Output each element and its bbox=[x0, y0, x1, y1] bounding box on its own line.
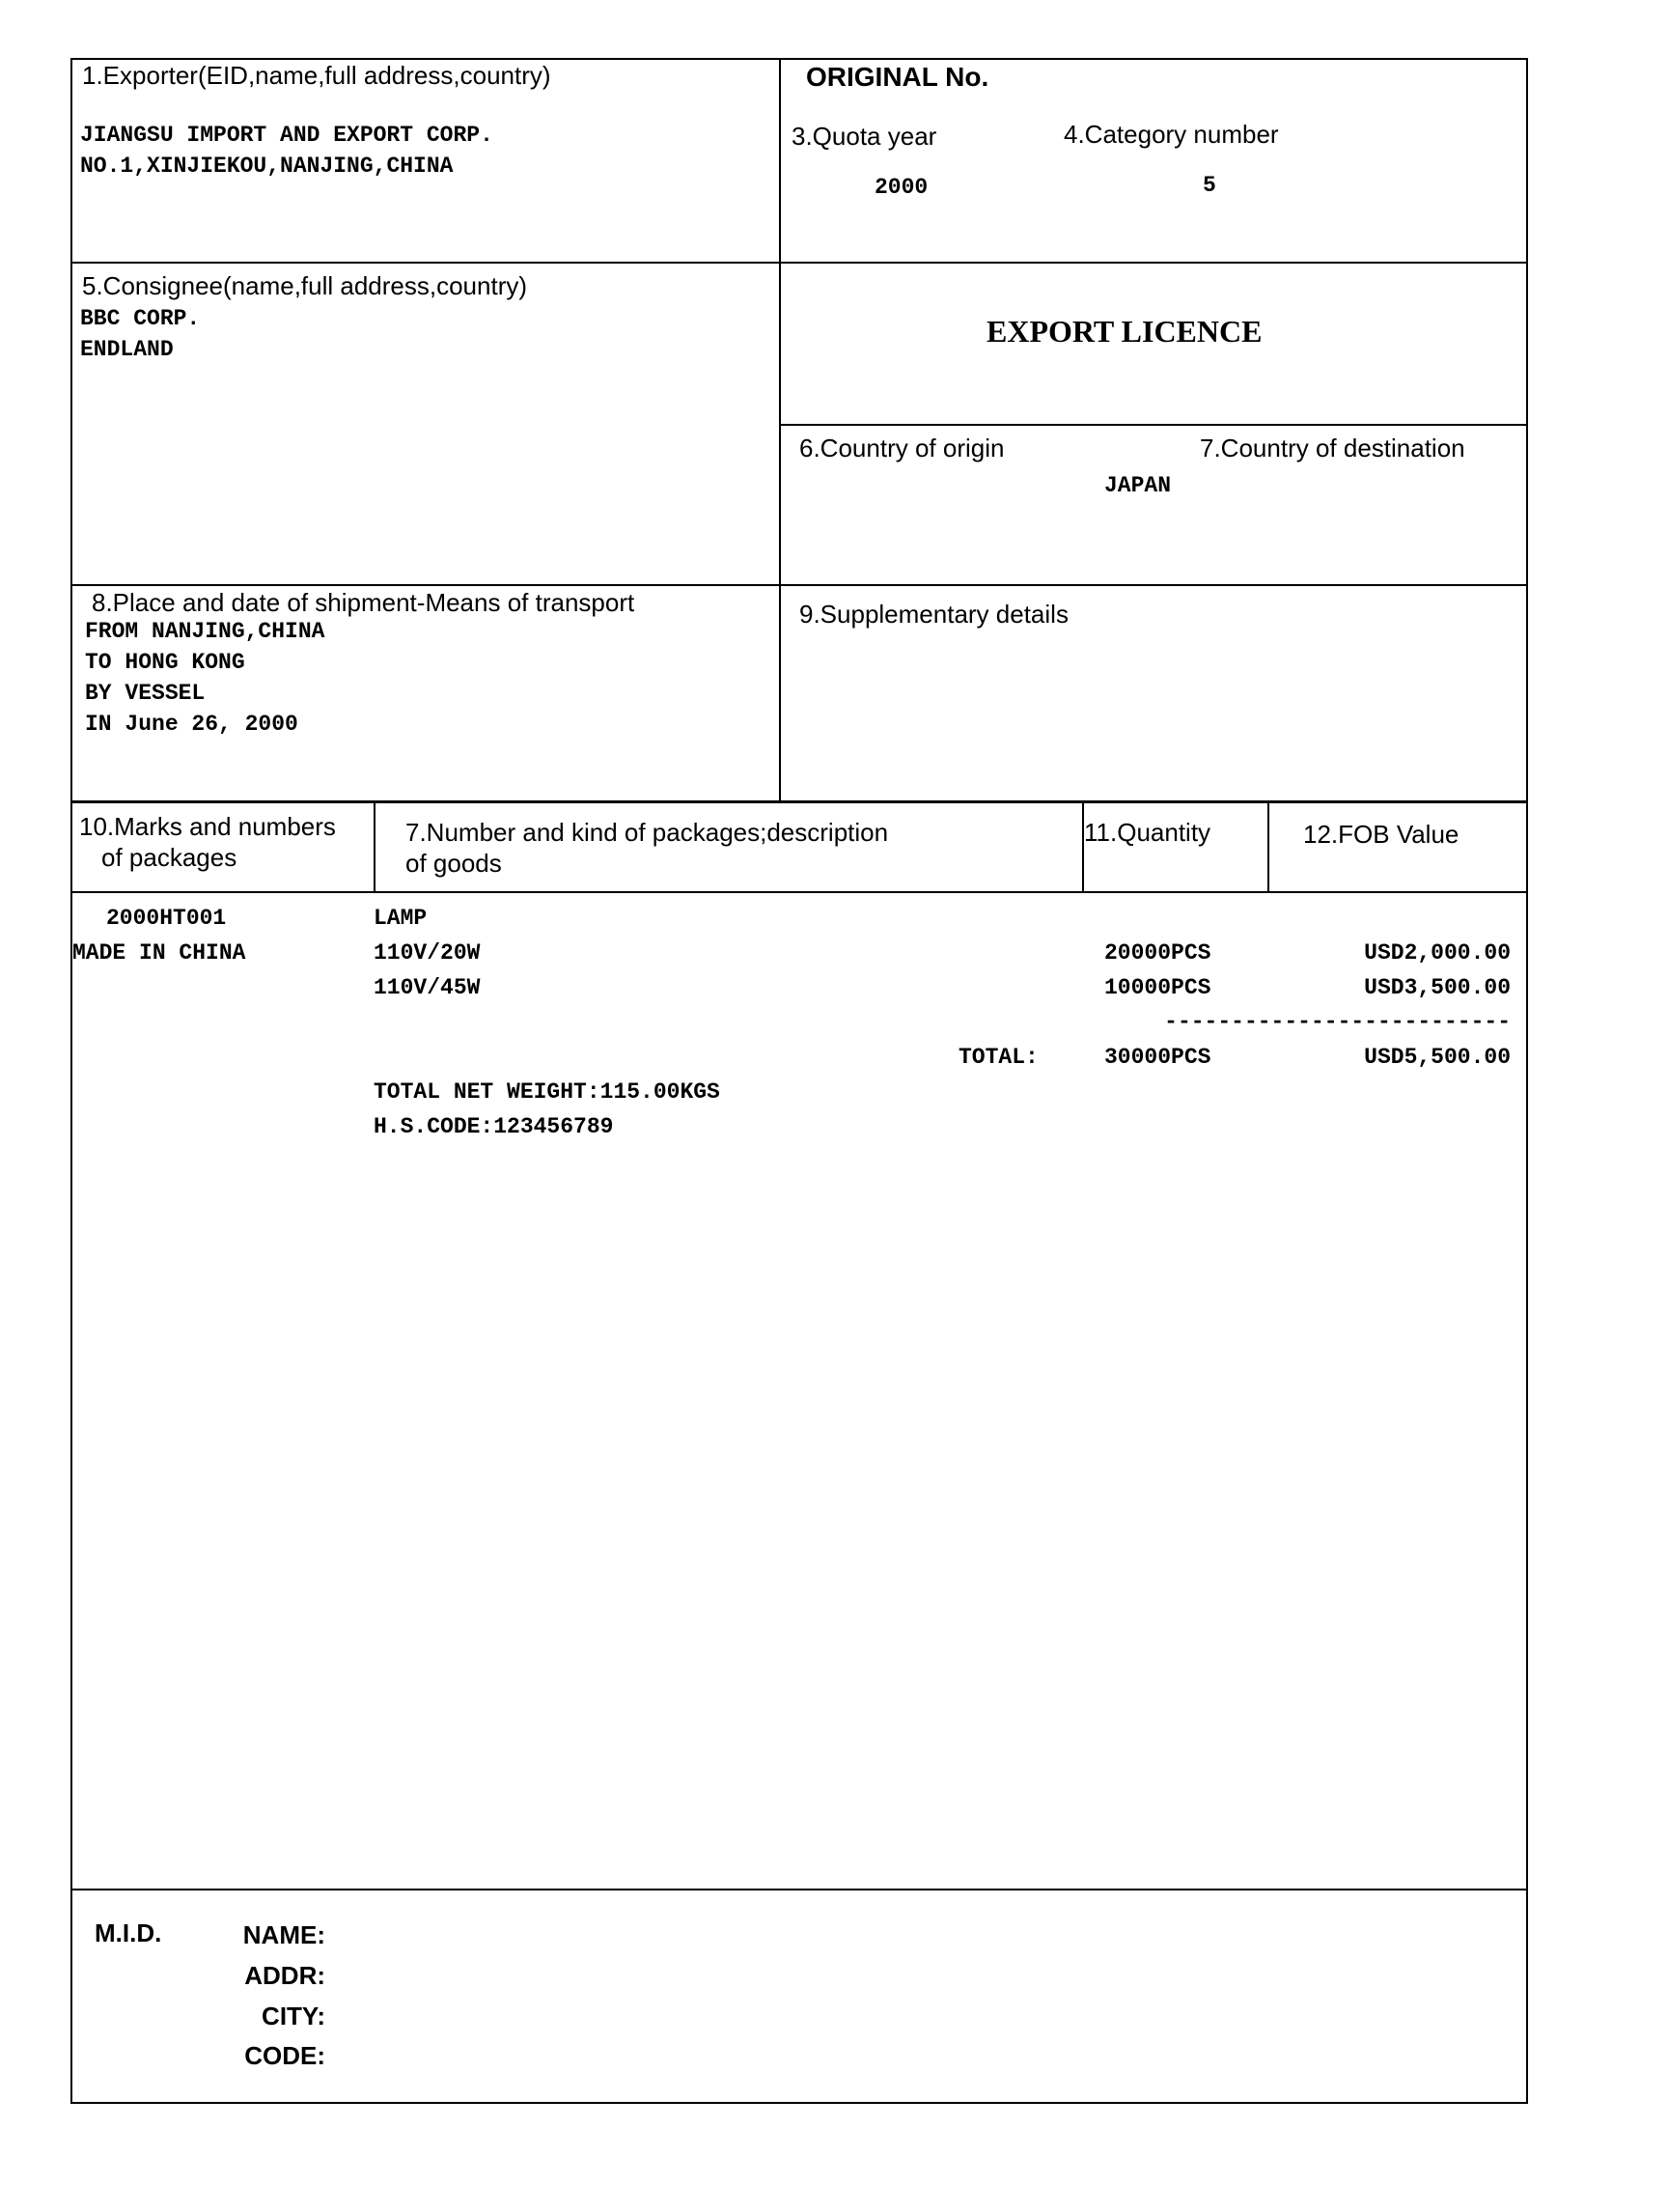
consignee-label: 5.Consignee(name,full address,country) bbox=[82, 271, 528, 300]
divider-row-2 bbox=[70, 584, 1528, 586]
marks-number: 2000HT001 bbox=[106, 906, 227, 931]
marks-origin: MADE IN CHINA bbox=[72, 940, 246, 966]
divider-goods-top bbox=[70, 800, 1528, 803]
goods-name: LAMP bbox=[374, 906, 428, 931]
exporter-name: JIANGSU IMPORT AND EXPORT CORP. bbox=[80, 123, 493, 148]
divider-goods-header bbox=[70, 891, 1528, 893]
goods-spec-1: 110V/20W bbox=[374, 940, 481, 966]
category-label: 4.Category number bbox=[1064, 120, 1279, 149]
frame-right bbox=[1526, 58, 1528, 2103]
category-value: 5 bbox=[1203, 173, 1216, 198]
totals-separator: -------------------------- bbox=[1164, 1009, 1511, 1034]
mid-label: M.I.D. bbox=[95, 1918, 162, 1947]
total-label: TOTAL: bbox=[959, 1045, 1039, 1070]
addr-label: ADDR: bbox=[244, 1961, 325, 1990]
shipment-label: 8.Place and date of shipment-Means of transport bbox=[92, 588, 635, 617]
divider-marks bbox=[374, 800, 375, 893]
divider-mid-column bbox=[779, 58, 781, 801]
quota-year-value: 2000 bbox=[875, 175, 929, 200]
divider-row-1 bbox=[70, 262, 1528, 264]
shipment-from: FROM NANJING,CHINA bbox=[85, 619, 325, 644]
exporter-label: 1.Exporter(EID,name,full address,country) bbox=[82, 61, 551, 90]
quantity-label: 11.Quantity bbox=[1084, 818, 1211, 847]
shipment-to: TO HONG KONG bbox=[85, 650, 245, 675]
quantity-row-2: 10000PCS bbox=[1104, 975, 1211, 1000]
origin-value: JAPAN bbox=[1104, 473, 1172, 498]
document-title: EXPORT LICENCE bbox=[987, 314, 1263, 349]
quantity-row-1: 20000PCS bbox=[1104, 940, 1211, 966]
marks-label-line2: of packages bbox=[101, 843, 237, 872]
fob-label: 12.FOB Value bbox=[1303, 820, 1460, 849]
name-label: NAME: bbox=[242, 1920, 325, 1949]
shipment-means: BY VESSEL bbox=[85, 681, 206, 706]
consignee-name: BBC CORP. bbox=[80, 306, 201, 331]
original-no-label: ORIGINAL No. bbox=[806, 62, 989, 92]
value-row-1: USD2,000.00 bbox=[1364, 940, 1511, 966]
description-label-line1: 7.Number and kind of packages;description bbox=[405, 818, 889, 847]
marks-label-line1: 10.Marks and numbers bbox=[79, 812, 336, 841]
total-value: USD5,500.00 bbox=[1364, 1045, 1511, 1070]
city-label: CITY: bbox=[262, 2002, 325, 2030]
origin-label: 6.Country of origin bbox=[799, 434, 1005, 462]
supplementary-label: 9.Supplementary details bbox=[799, 600, 1069, 629]
code-label: CODE: bbox=[244, 2041, 325, 2070]
value-row-2: USD3,500.00 bbox=[1364, 975, 1511, 1000]
divider-footer bbox=[70, 1889, 1528, 1890]
quota-year-label: 3.Quota year bbox=[792, 122, 937, 151]
frame-bottom bbox=[70, 2102, 1528, 2104]
total-quantity: 30000PCS bbox=[1104, 1045, 1211, 1070]
hs-code: H.S.CODE:123456789 bbox=[374, 1114, 614, 1139]
shipment-date: IN June 26, 2000 bbox=[85, 712, 298, 737]
net-weight: TOTAL NET WEIGHT:115.00KGS bbox=[374, 1079, 720, 1105]
consignee-country: ENDLAND bbox=[80, 337, 174, 362]
divider-qty bbox=[1267, 800, 1269, 893]
exporter-address: NO.1,XINJIEKOU,NANJING,CHINA bbox=[80, 154, 454, 179]
destination-label: 7.Country of destination bbox=[1200, 434, 1465, 462]
divider-title-box bbox=[779, 424, 1528, 426]
description-label-line2: of goods bbox=[405, 849, 502, 878]
goods-spec-2: 110V/45W bbox=[374, 975, 481, 1000]
frame-left bbox=[70, 58, 72, 2103]
